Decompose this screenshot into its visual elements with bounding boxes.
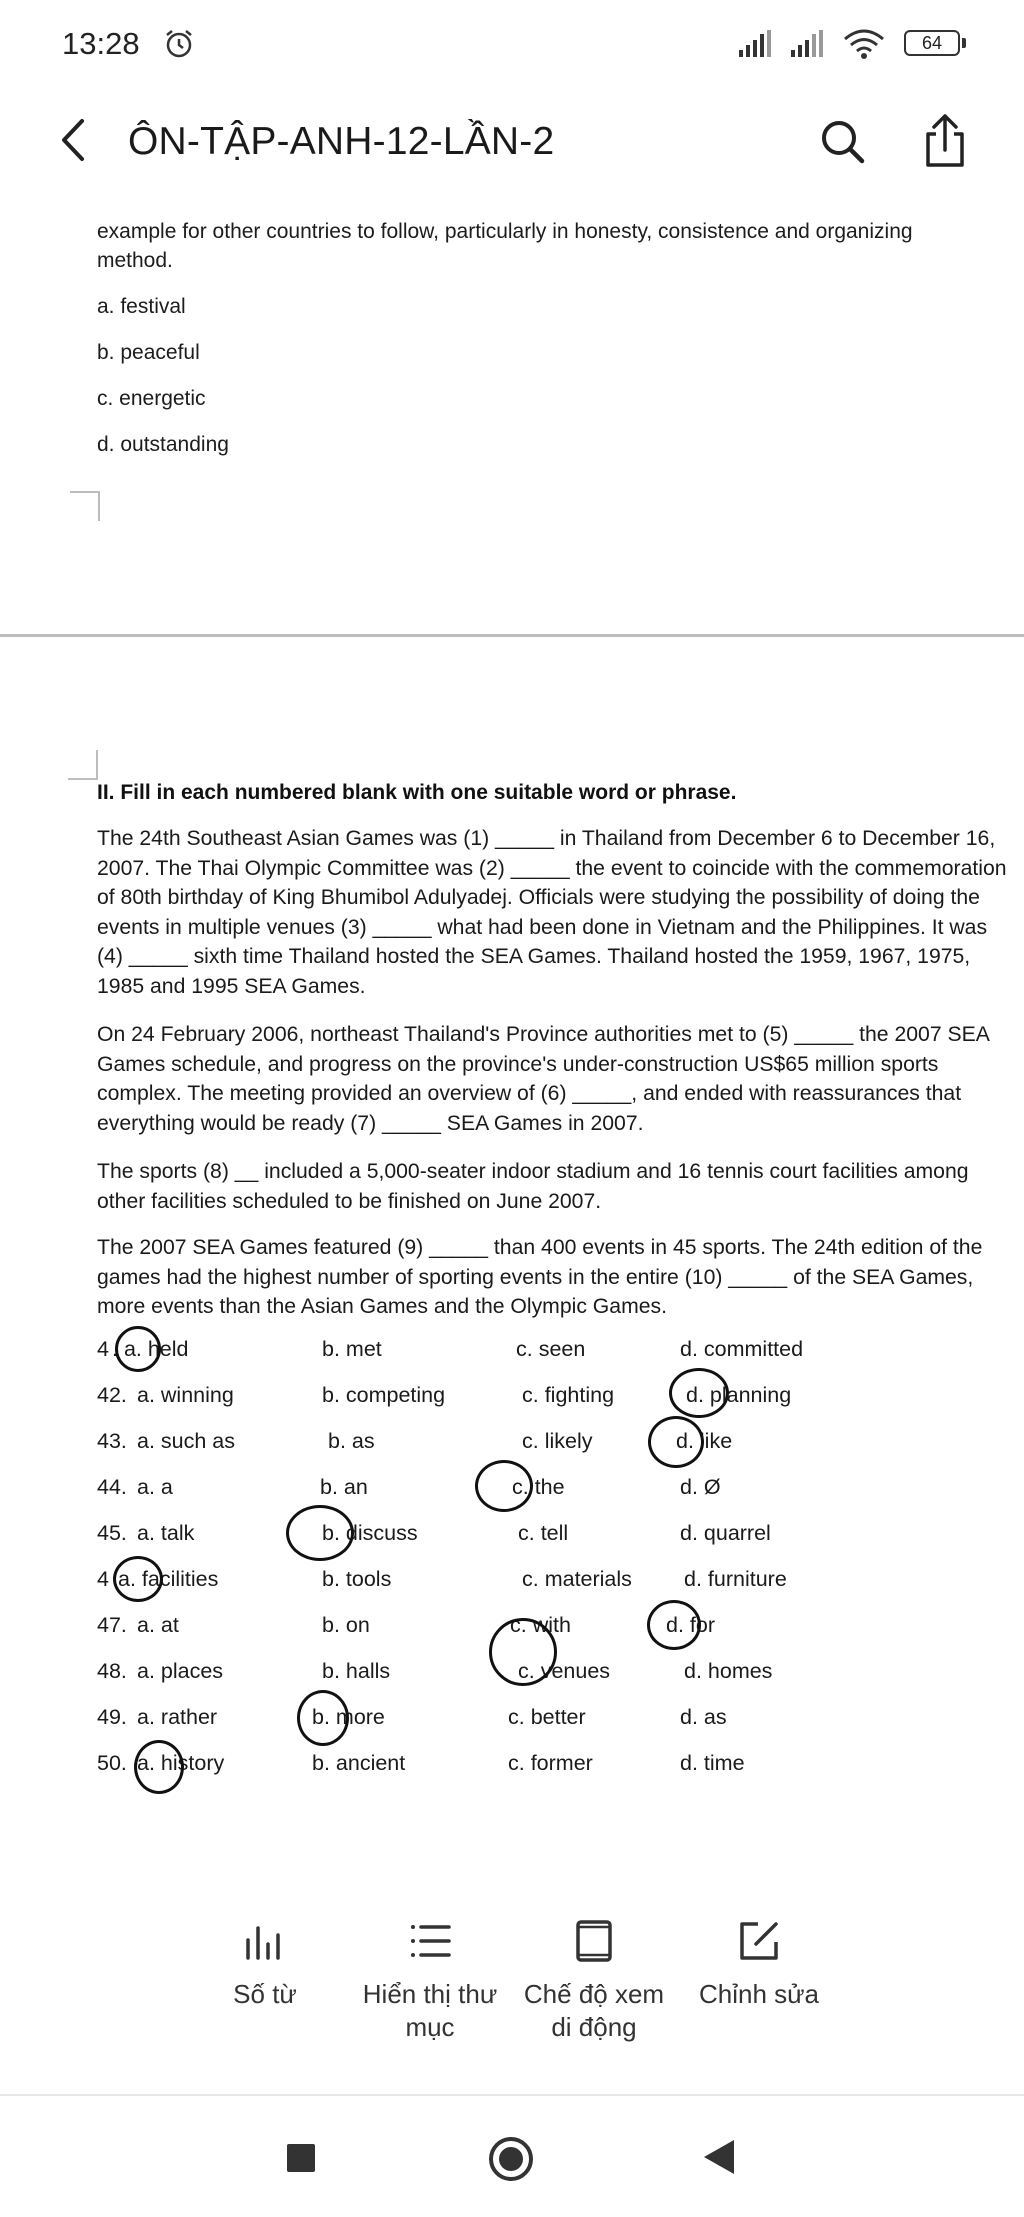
answer-circle-mark — [669, 1368, 729, 1418]
battery-icon — [904, 30, 960, 56]
edit-label: Chỉnh sửa — [698, 1979, 820, 2009]
document-title: ÔN-TẬP-ANH-12-LẦN-2 — [128, 120, 555, 163]
word-count-label: Số từ — [233, 1979, 297, 2009]
answer-row — [0, 1705, 1024, 1737]
answer-option-d: d. time — [680, 1751, 745, 1775]
page1-option-b: b. peaceful — [97, 341, 200, 364]
answer-option-c: c. likely — [522, 1429, 593, 1453]
answer-option-a: a. places — [137, 1659, 224, 1683]
answer-option-b: b. as — [328, 1429, 375, 1453]
word-count-button[interactable] — [195, 1918, 335, 2011]
share-icon[interactable] — [920, 112, 970, 170]
back-arrow-icon[interactable] — [58, 117, 88, 163]
answer-circle-mark — [648, 1416, 704, 1468]
answer-circle-mark — [115, 1326, 161, 1372]
battery-tip — [962, 38, 966, 48]
answer-option-d: d. planning — [686, 1383, 792, 1407]
bottom-toolbar — [0, 1918, 1024, 2068]
answer-option-d: d. for — [666, 1613, 715, 1637]
navigation-bar — [0, 2096, 1024, 2217]
list-icon — [407, 1918, 453, 1964]
answer-circle-mark — [113, 1556, 163, 1602]
answer-option-a: a. talk — [137, 1521, 195, 1545]
answer-option-d: d. furniture — [684, 1567, 787, 1591]
answer-option-a: a. a — [137, 1475, 173, 1499]
answer-option-b: b. halls — [322, 1659, 391, 1683]
answer-option-d: d. like — [676, 1429, 733, 1453]
answer-row — [0, 1429, 1024, 1461]
answer-circle-mark — [134, 1740, 184, 1794]
page1-option-a: a. festival — [97, 295, 186, 318]
answer-option-d: d. Ø — [680, 1475, 721, 1499]
answer-option-b: b. met — [322, 1337, 382, 1361]
answer-number: 45. — [97, 1521, 127, 1545]
battery-level: 64 — [921, 33, 943, 53]
answer-circle-mark — [286, 1505, 354, 1561]
status-time: 13:28 — [62, 26, 140, 61]
answer-number: 48. — [97, 1659, 127, 1683]
answer-number: 4 — [97, 1337, 109, 1361]
answer-option-d: d. quarrel — [680, 1521, 771, 1545]
passage-paragraph-3: The sports (8) __ included a 5,000-seater indoor stadium and 16 tennis court facilities among other facilities scheduled to be finished on June 2007. — [97, 1160, 969, 1213]
home-icon[interactable] — [489, 2137, 533, 2181]
answer-circle-mark — [475, 1460, 533, 1512]
app-bar — [0, 92, 1024, 202]
passage-paragraph-2: On 24 February 2006, northeast Thailand's Province authorities met to (5) _____ the 2007 SEA Games schedule, and progress on the province's under-construction US$65 million sports complex. The meeting provided an overview of (6) _____, and ended with reassurances that everything would be ready (7) _____ SEA Games in 2007. — [97, 1023, 989, 1135]
mobile-view-button[interactable] — [514, 1918, 674, 2044]
signal-icon-2 — [790, 30, 824, 58]
show-outline-label: Hiển thị thư mục — [362, 1979, 498, 2042]
answer-option-b: b. more — [312, 1705, 385, 1729]
answer-option-d: d. homes — [684, 1659, 773, 1683]
page-corner-mark — [70, 491, 100, 521]
page-corner-mark-2 — [68, 750, 98, 780]
edit-button[interactable] — [684, 1918, 834, 2011]
answer-option-c: c. seen — [516, 1337, 586, 1361]
answer-option-d: d. committed — [680, 1337, 804, 1361]
answer-option-c: c. tell — [518, 1521, 569, 1545]
answer-row — [0, 1521, 1024, 1553]
page-divider — [0, 634, 1024, 637]
answer-number: 44. — [97, 1475, 127, 1499]
answer-option-b: b. on — [322, 1613, 370, 1637]
bar-chart-icon — [242, 1918, 288, 1964]
answer-number: 47. — [97, 1613, 127, 1637]
page1-option-c: c. energetic — [97, 387, 206, 410]
answer-option-a: a. history — [137, 1751, 225, 1775]
answer-option-c: c. fighting — [522, 1383, 615, 1407]
answer-option-c: c. the — [512, 1475, 565, 1499]
answer-number: 50. — [97, 1751, 127, 1775]
alarm-icon — [163, 28, 195, 60]
recent-apps-icon[interactable] — [287, 2144, 315, 2172]
answer-number: 42. — [97, 1383, 127, 1407]
mobile-view-label: Chế độ xem di động — [523, 1979, 665, 2042]
answer-option-b: b. competing — [322, 1383, 446, 1407]
answer-option-a: a. rather — [137, 1705, 218, 1729]
answer-circle-mark — [647, 1600, 701, 1650]
answer-option-c: c. with — [510, 1613, 571, 1637]
edit-icon — [736, 1918, 782, 1964]
page1-paragraph: example for other countries to follow, particularly in honesty, consistence and organizing method. — [97, 220, 913, 272]
answer-option-b: b. tools — [322, 1567, 392, 1591]
wifi-icon — [842, 28, 886, 60]
answer-number: 43. — [97, 1429, 127, 1453]
answer-option-c: c. venues — [518, 1659, 611, 1683]
answer-option-a: a. winning — [137, 1383, 234, 1407]
answer-option-d: d. as — [680, 1705, 727, 1729]
answer-option-c: c. former — [508, 1751, 593, 1775]
search-icon[interactable] — [818, 117, 868, 167]
answer-option-a: a. at — [137, 1613, 179, 1637]
answer-number: 49. — [97, 1705, 127, 1729]
signal-icon — [738, 30, 772, 58]
back-triangle-icon[interactable] — [704, 2140, 734, 2174]
answer-option-a: a. such as — [137, 1429, 235, 1453]
answer-option-c: c. better — [508, 1705, 586, 1729]
page1-option-d: d. outstanding — [97, 433, 229, 456]
passage-paragraph-4: The 2007 SEA Games featured (9) _____ than 400 events in 45 sports. The 24th edition of the games had the highest number of sporting events in the entire (10) _____ of the SEA Games, more events than the Asian Games and the Olympic Games. — [97, 1236, 983, 1318]
answer-option-a: a. facilities — [118, 1567, 219, 1591]
passage-paragraph-1: The 24th Southeast Asian Games was (1) _____ in Thailand from December 6 to December 16, 2007. The Thai Olympic Committee was (2) _____ the event to coincide with the commemoration of 80th birthday of King Bhumibol Adulyadej. Officials were studying the possibility of doing the events in multiple venues (3) _____ what had been done in Vietnam and the Philippines. It was (4) _____ sixth time Thailand hosted the SEA Games. Thailand hosted the 1959, 1967, 1975, 1985 and 1995 SEA Games. — [97, 827, 1007, 998]
answer-row — [0, 1383, 1024, 1415]
answer-number: 4 — [97, 1567, 109, 1591]
answer-option-b: b. ancient — [312, 1751, 406, 1775]
mobile-view-icon — [571, 1918, 617, 1964]
answer-option-a: . a. held — [112, 1337, 189, 1361]
status-bar — [0, 0, 1024, 92]
answer-circle-mark — [489, 1618, 557, 1686]
section-heading: II. Fill in each numbered blank with one suitable word or phrase. — [97, 781, 737, 804]
answer-circle-mark — [297, 1690, 349, 1746]
answer-option-b: b. discuss — [322, 1521, 418, 1545]
show-outline-button[interactable] — [350, 1918, 510, 2044]
answer-option-b: b. an — [320, 1475, 368, 1499]
answer-option-c: c. materials — [522, 1567, 632, 1591]
